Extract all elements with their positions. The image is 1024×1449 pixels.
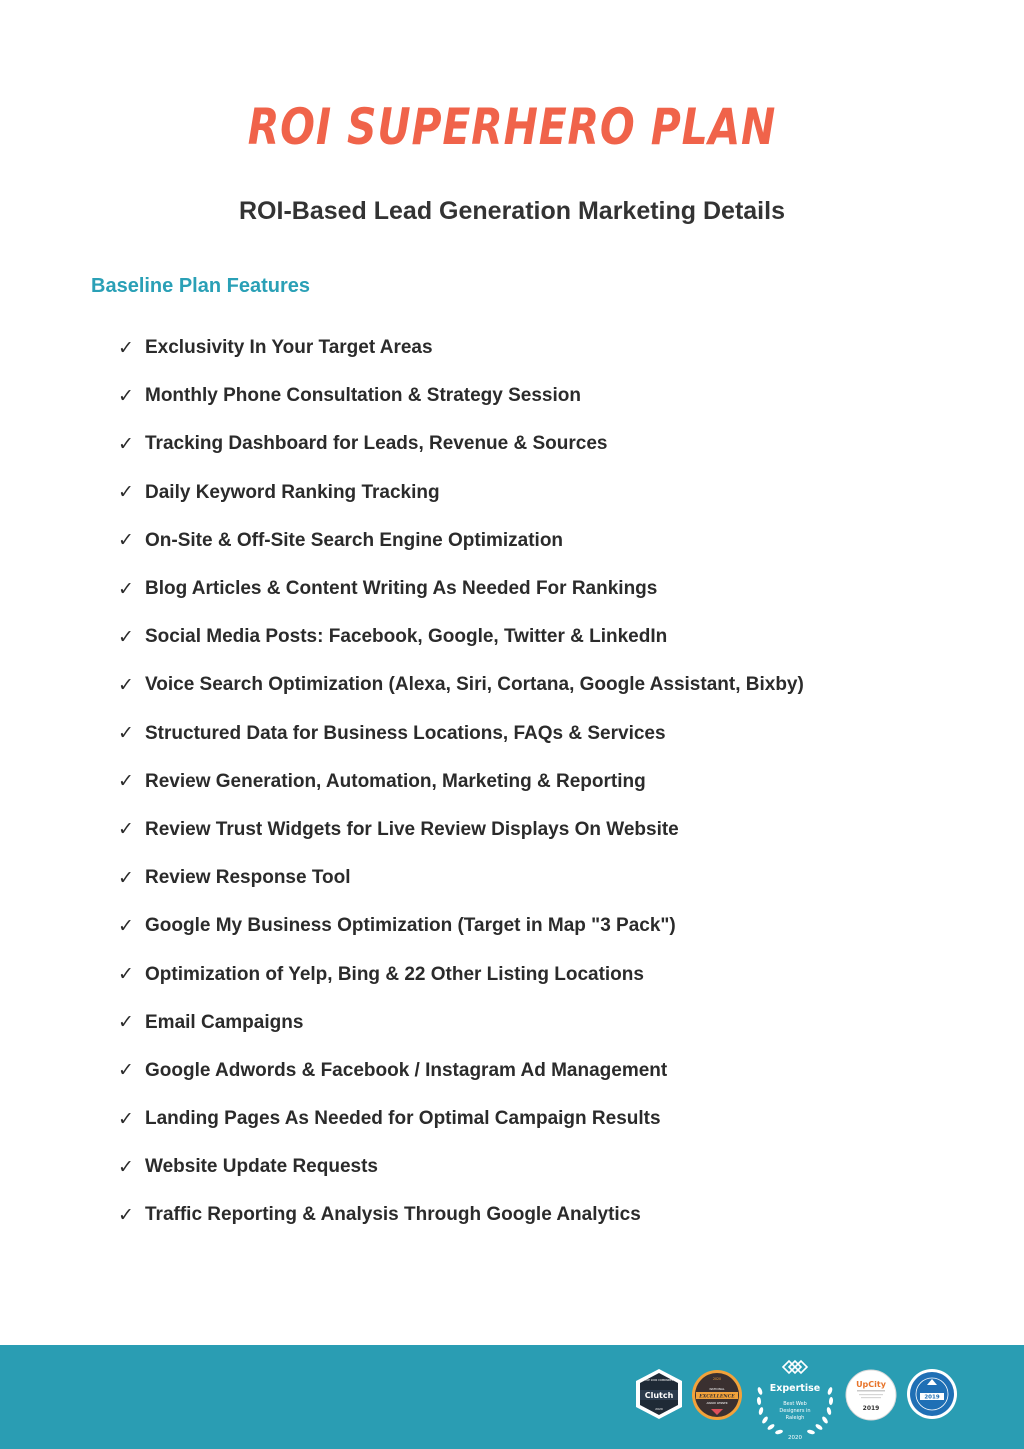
feature-item [118,420,804,468]
feature-item [118,1047,804,1095]
expertise-line1-text: Best Web [783,1401,807,1407]
top-rated-badge [905,1367,959,1421]
feature-label: Blog Articles & Content Writing As Needed For Rankings [145,578,658,600]
upcity-name-text: UpCity [856,1380,886,1389]
feature-label: Structured Data for Business Locations, FAQs & Services [145,722,666,744]
checkmark-icon: ✓ [118,626,134,648]
clutch-badge [632,1367,686,1421]
feature-label: Daily Keyword Ranking Tracking [145,481,440,503]
feature-item [118,565,804,613]
expertise-logo-icon [783,1361,807,1373]
feature-item [118,950,804,998]
feature-label: Traffic Reporting & Analysis Through Google Analytics [145,1204,641,1226]
feature-label: Google My Business Optimization (Target in Map "3 Pack") [145,915,676,937]
checkmark-icon: ✓ [118,964,134,986]
feature-item [118,854,804,902]
feature-label: Website Update Requests [145,1156,378,1178]
checkmark-icon: ✓ [118,915,134,937]
checkmark-icon: ✓ [118,1012,134,1034]
feature-label: Optimization of Yelp, Bing & 22 Other Listing Locations [145,963,644,985]
checkmark-icon: ✓ [118,1156,134,1178]
checkmark-icon: ✓ [118,819,134,841]
checkmark-icon: ✓ [118,771,134,793]
feature-item [118,806,804,854]
checkmark-icon: ✓ [118,1204,134,1226]
checkmark-icon: ✓ [118,337,134,359]
feature-item [118,469,804,517]
feature-label: Google Adwords & Facebook / Instagram Ad Management [145,1059,668,1081]
expertise-line2-text: Designers in [779,1408,811,1414]
clutch-top-text: TOP 1000 COMPANIES [644,1379,674,1382]
feature-label: Review Generation, Automation, Marketing & Reporting [145,770,646,792]
checkmark-icon: ✓ [118,674,134,696]
excellence-badge-icon [690,1368,744,1422]
clutch-badge-icon [632,1367,686,1421]
checkmark-icon: ✓ [118,723,134,745]
excellence-line3-text: AWARD WINNER [706,1402,728,1405]
feature-label: Voice Search Optimization (Alexa, Siri, Cortana, Google Assistant, Bixby) [145,674,804,696]
feature-label: Email Campaigns [145,1011,304,1033]
checkmark-icon: ✓ [118,1060,134,1082]
expertise-name-text: Expertise [769,1383,821,1394]
clutch-year-text: 2020 [655,1407,663,1411]
checkmark-icon: ✓ [118,482,134,504]
feature-label: Social Media Posts: Facebook, Google, Twitter & LinkedIn [145,626,668,648]
upcity-badge [844,1368,898,1422]
expertise-badge [752,1359,838,1443]
checkmark-icon: ✓ [118,867,134,889]
checkmark-icon: ✓ [118,385,134,407]
feature-label: Landing Pages As Needed for Optimal Campaign Results [145,1108,661,1130]
excellence-line2-text: EXCELLENCE [699,1394,735,1400]
excellence-year-text: 2020 [712,1377,722,1381]
checkmark-icon: ✓ [118,578,134,600]
feature-label: Monthly Phone Consultation & Strategy Session [145,385,581,407]
feature-label: Tracking Dashboard for Leads, Revenue & Sources [145,433,608,455]
checkmark-icon: ✓ [118,433,134,455]
feature-item [118,661,804,709]
section-heading: Baseline Plan Features [91,275,310,297]
feature-item [118,758,804,806]
feature-item [118,517,804,565]
feature-item [118,1095,804,1143]
excellence-badge [690,1368,744,1422]
clutch-name-text: Clutch [644,1391,674,1400]
top-rated-badge-icon [905,1367,959,1421]
feature-item [118,372,804,420]
checkmark-icon: ✓ [118,1108,134,1130]
feature-item [118,710,804,758]
feature-item [118,902,804,950]
feature-list [118,324,804,1240]
feature-item [118,613,804,661]
expertise-year-text: 2020 [788,1435,802,1441]
feature-item [118,1191,804,1239]
feature-label: On-Site & Off-Site Search Engine Optimization [145,529,564,551]
expertise-line3-text: Raleigh [785,1415,805,1421]
page-subtitle: ROI-Based Lead Generation Marketing Details [239,197,785,225]
top-rated-year-text: 2019 [924,1394,940,1401]
checkmark-icon: ✓ [118,530,134,552]
excellence-line1-text: NATIONAL [709,1387,725,1391]
expertise-badge-icon [752,1359,838,1443]
feature-label: Review Response Tool [145,867,351,889]
footer-bar [0,1345,1024,1449]
feature-item [118,1143,804,1191]
feature-item [118,999,804,1047]
upcity-badge-icon [844,1368,898,1422]
feature-item [118,324,804,372]
feature-label: Review Trust Widgets for Live Review Displays On Website [145,818,679,840]
feature-label: Exclusivity In Your Target Areas [145,337,433,359]
upcity-year-text: 2019 [862,1405,880,1412]
page-title: ROI SUPERHERO PLAN [247,98,777,156]
